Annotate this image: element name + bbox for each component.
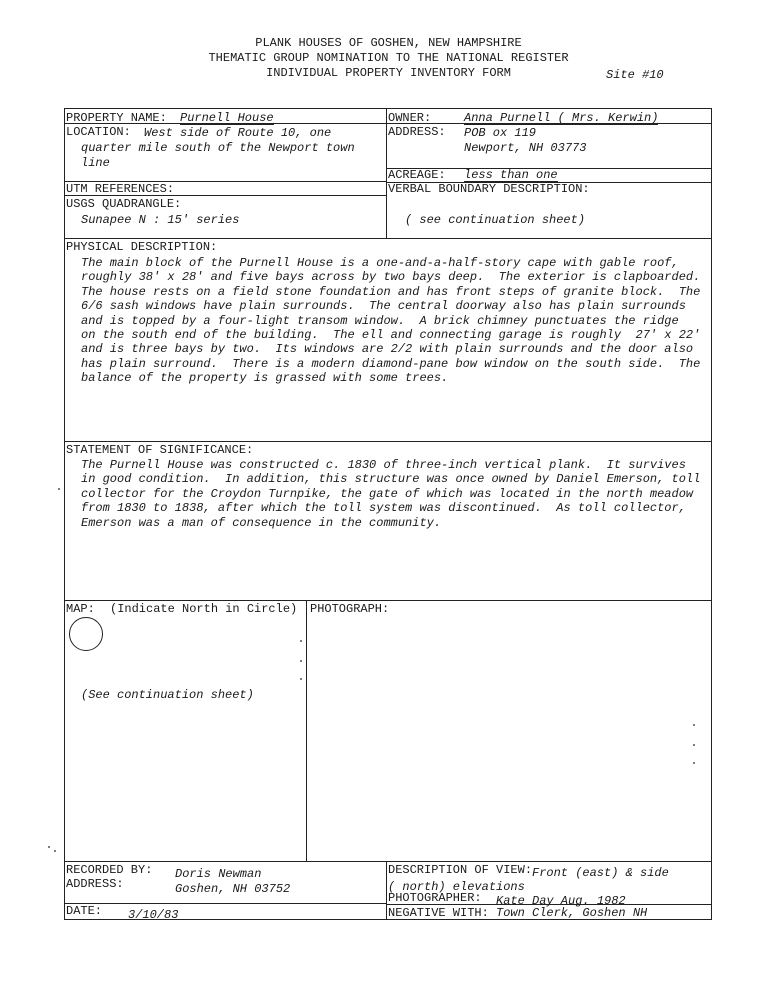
map-note: (See continuation sheet) bbox=[81, 688, 254, 702]
scan-speck bbox=[300, 678, 302, 680]
recorded-by-value: Doris Newman bbox=[175, 867, 262, 881]
top-section-divider bbox=[386, 108, 387, 238]
physical-line: and is three bays by two. Its windows are 2/2 with plain surrounds and the door also bbox=[81, 342, 694, 357]
physical-line: has plain surround. There is a modern diamond-pane bow window on the south side. The bbox=[81, 356, 701, 371]
scan-speck bbox=[693, 744, 695, 746]
location-label: LOCATION: bbox=[66, 125, 131, 139]
row-divider-physical bbox=[64, 238, 712, 239]
photographer-value: Kate Day Aug. 1982 bbox=[496, 894, 626, 908]
address-line-2: Newport, NH 03773 bbox=[464, 141, 587, 155]
date-label: DATE: bbox=[66, 904, 103, 918]
physical-description-label: PHYSICAL DESCRIPTION: bbox=[66, 240, 218, 254]
location-line-2: quarter mile south of the Newport town bbox=[81, 141, 355, 155]
row-divider-significance bbox=[64, 441, 712, 442]
physical-line: The main block of the Purnell House is a one-and-a-half-story cape with gable roof, bbox=[81, 256, 679, 270]
physical-line: The house rests on a field stone foundation and has front steps of granite block. The bbox=[81, 284, 701, 299]
location-line-1: West side of Route 10, one bbox=[144, 126, 332, 140]
negative-value: Town Clerk, Goshen NH bbox=[496, 906, 648, 920]
row-divider-date bbox=[64, 903, 386, 904]
map-instruction: (Indicate North in Circle) bbox=[110, 602, 298, 616]
physical-line: 6/6 sash windows have plain surrounds. The central doorway also has plain surrounds bbox=[81, 299, 686, 314]
form-left-border bbox=[64, 108, 65, 919]
scan-speck bbox=[300, 660, 302, 662]
photograph-area bbox=[307, 615, 711, 861]
acreage-value: less than one bbox=[464, 168, 558, 182]
negative-label: NEGATIVE WITH: bbox=[388, 906, 489, 920]
significance-line: in good condition. In addition, this structure was once owned by Daniel Emerson, toll bbox=[81, 472, 701, 487]
property-name-label: PROPERTY NAME: bbox=[66, 111, 167, 125]
scan-speck bbox=[300, 640, 302, 642]
view-description-line-2: ( north) elevations bbox=[388, 880, 525, 894]
view-description-label: DESCRIPTION OF VIEW: bbox=[388, 863, 533, 877]
address-line-1: POB ox 119 bbox=[464, 126, 537, 140]
owner-label: OWNER: bbox=[388, 111, 432, 125]
significance-line: collector for the Croydon Turnpike, the gate of which was located in the north meadow bbox=[81, 486, 694, 501]
scan-speck bbox=[58, 488, 60, 490]
significance-line: The Purnell House was constructed c. 1830 of three-inch vertical plank. It survives bbox=[81, 458, 686, 472]
significance-line: Emerson was a man of consequence in the community. bbox=[81, 515, 442, 530]
photographer-label: PHOTOGRAPHER: bbox=[388, 891, 482, 905]
significance-label: STATEMENT OF SIGNIFICANCE: bbox=[66, 443, 254, 457]
boundary-value: ( see continuation sheet) bbox=[405, 213, 586, 227]
site-number: Site #10 bbox=[606, 68, 664, 82]
utm-label: UTM REFERENCES: bbox=[66, 182, 175, 196]
recorded-by-label: RECORDED BY: bbox=[66, 863, 153, 877]
row-divider-recorded bbox=[64, 861, 712, 862]
scan-speck bbox=[54, 850, 56, 852]
usgs-label: USGS QUADRANGLE: bbox=[66, 197, 182, 211]
form-subtitle: THEMATIC GROUP NOMINATION TO THE NATIONAL REGISTER bbox=[208, 51, 569, 65]
address-label: ADDRESS: bbox=[388, 125, 446, 139]
photograph-label: PHOTOGRAPH: bbox=[310, 602, 390, 616]
usgs-value: Sunapee N : 15' series bbox=[81, 213, 240, 227]
form-right-border bbox=[711, 108, 712, 919]
scan-speck bbox=[693, 762, 695, 764]
date-value: 3/10/83 bbox=[128, 908, 179, 922]
scan-speck bbox=[693, 724, 695, 726]
form-top-border bbox=[64, 108, 712, 109]
view-description-line-1: Front (east) & side bbox=[532, 866, 669, 880]
recorder-address-label: ADDRESS: bbox=[66, 877, 124, 891]
scan-speck bbox=[48, 846, 50, 848]
physical-line: roughly 38' x 28' and five bays across by two bays deep. The exterior is clapboarded. bbox=[81, 270, 701, 285]
acreage-label: ACREAGE: bbox=[388, 168, 446, 182]
physical-line: on the south end of the building. The ell and connecting garage is roughly 27' x 22' bbox=[81, 328, 701, 342]
location-line-3: line bbox=[81, 156, 110, 170]
physical-line: balance of the property is grassed with some trees. bbox=[81, 371, 449, 386]
bottom-section-divider bbox=[386, 861, 387, 919]
significance-line: from 1830 to 1838, after which the toll system was discontinued. As toll collector, bbox=[81, 501, 686, 516]
property-name-value: Purnell House bbox=[180, 111, 274, 125]
row-divider-map bbox=[64, 600, 712, 601]
boundary-label: VERBAL BOUNDARY DESCRIPTION: bbox=[388, 182, 590, 196]
north-circle-icon bbox=[69, 617, 103, 651]
form-type: INDIVIDUAL PROPERTY INVENTORY FORM bbox=[266, 66, 511, 80]
owner-value: Anna Purnell ( Mrs. Kerwin) bbox=[464, 111, 659, 125]
map-label: MAP: bbox=[66, 602, 95, 616]
physical-line: and is topped by a four-light transom window. A brick chimney punctuates the ridge bbox=[81, 313, 679, 328]
form-title: PLANK HOUSES OF GOSHEN, NEW HAMPSHIRE bbox=[255, 36, 522, 50]
recorder-address-value: Goshen, NH 03752 bbox=[175, 882, 291, 896]
